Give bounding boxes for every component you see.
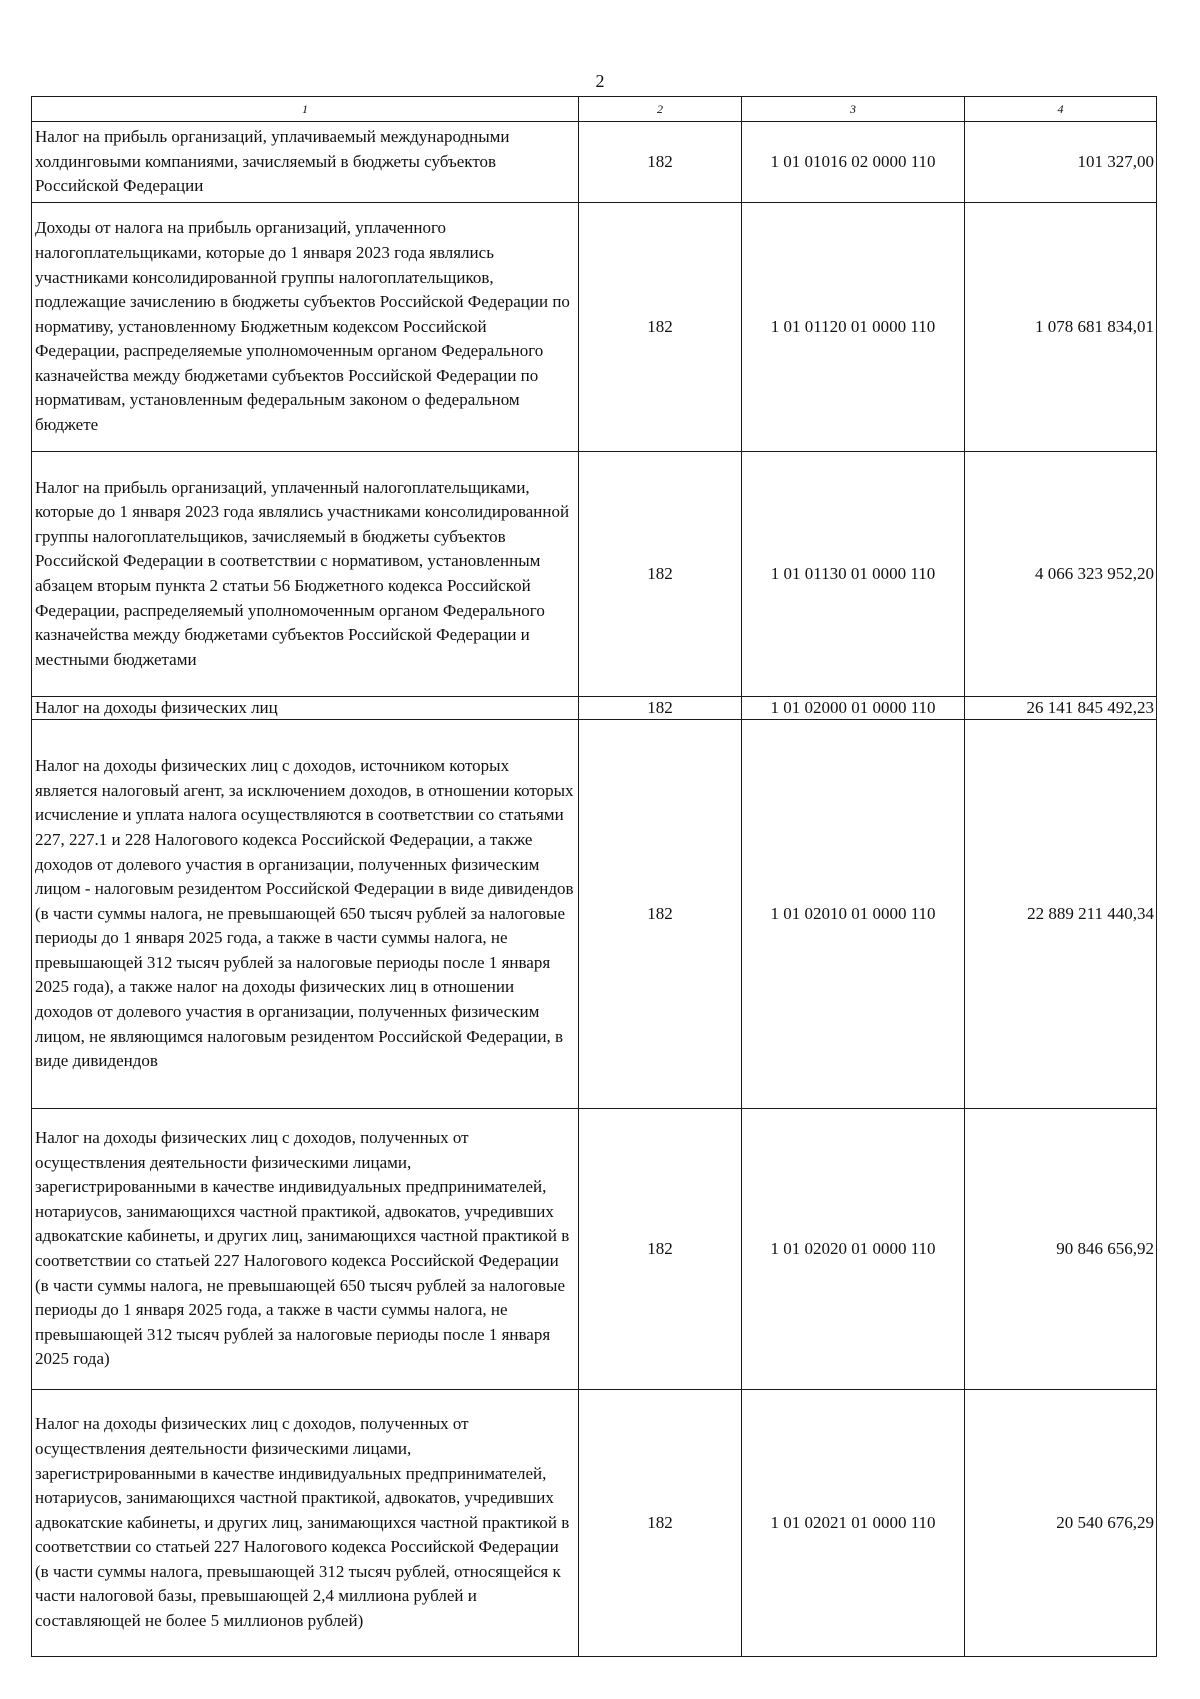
- administrator-code-cell: 182: [579, 1390, 742, 1657]
- column-number-1: 1: [32, 97, 579, 122]
- amount-cell: 101 327,00: [965, 122, 1157, 203]
- column-number-2: 2: [579, 97, 742, 122]
- administrator-code-cell: 182: [579, 452, 742, 697]
- administrator-code-cell: 182: [579, 122, 742, 203]
- budget-classification-code-cell: 1 01 02020 01 0000 110: [742, 1109, 965, 1390]
- income-name-cell: Доходы от налога на прибыль организаций, уплаченного налогоплательщиками, которые до 1 января 2023 года являлись участниками консолидированной группы налогоплательщиков, подлежащие зачислению в бюджеты субъектов Российской Федерации по нормативу, установленному Бюджетным кодексом Российской Федерации, распределяемые уполномоченным органом Федерального казначейства между бюджетами субъектов Российской Федерации по нормативам, установленным федеральным законом о федеральном бюджете: [32, 203, 579, 452]
- budget-classification-code-cell: 1 01 01016 02 0000 110: [742, 122, 965, 203]
- table-row: [32, 1109, 1157, 1390]
- income-name-cell: Налог на прибыль организаций, уплаченный налогоплательщиками, которые до 1 января 2023 года являлись участниками консолидированной группы налогоплательщиков, зачисляемый в бюджеты субъектов Российской Федерации в соответствии с нормативом, установленным абзацем вторым пункта 2 статьи 56 Бюджетного кодекса Российской Федерации, распределяемый уполномоченным органом Федерального казначейства между бюджетами субъектов Российской Федерации и местными бюджетами: [32, 452, 579, 697]
- column-number-row: [32, 97, 1157, 122]
- budget-classification-code-cell: 1 01 01120 01 0000 110: [742, 203, 965, 452]
- administrator-code-cell: 182: [579, 697, 742, 720]
- amount-cell: 22 889 211 440,34: [965, 720, 1157, 1109]
- administrator-code-cell: 182: [579, 720, 742, 1109]
- income-name-cell: Налог на доходы физических лиц с доходов, полученных от осуществления деятельности физическими лицами, зарегистрированными в качестве индивидуальных предпринимателей, нотариусов, занимающихся частной практикой, адвокатов, учредивших адвокатские кабинеты, и других лиц, занимающихся частной практикой в соответствии со статьей 227 Налогового кодекса Российской Федерации (в части суммы налога, не превышающей 650 тысяч рублей за налоговые периоды до 1 января 2025 года, а также в части суммы налога, не превышающей 312 тысяч рублей за налоговые периоды после 1 января 2025 года): [32, 1109, 579, 1390]
- amount-cell: 90 846 656,92: [965, 1109, 1157, 1390]
- column-number-3: 3: [742, 97, 965, 122]
- table-row: [32, 122, 1157, 203]
- administrator-code-cell: 182: [579, 1109, 742, 1390]
- budget-classification-code-cell: 1 01 02000 01 0000 110: [742, 697, 965, 720]
- amount-cell: 1 078 681 834,01: [965, 203, 1157, 452]
- income-name-cell: Налог на доходы физических лиц с доходов, полученных от осуществления деятельности физическими лицами, зарегистрированными в качестве индивидуальных предпринимателей, нотариусов, занимающихся частной практикой, адвокатов, учредивших адвокатские кабинеты, и других лиц, занимающихся частной практикой в соответствии со статьей 227 Налогового кодекса Российской Федерации (в части суммы налога, превышающей 312 тысяч рублей, относящейся к части налоговой базы, превышающей 2,4 миллиона рублей и составляющей не более 5 миллионов рублей): [32, 1390, 579, 1657]
- administrator-code-cell: 182: [579, 203, 742, 452]
- table-row: [32, 1390, 1157, 1657]
- table-row: [32, 697, 1157, 720]
- revenue-table: [31, 96, 1157, 1657]
- table-row: [32, 720, 1157, 1109]
- table-row: [32, 452, 1157, 697]
- page-number: 2: [595, 71, 605, 91]
- income-name-cell: Налог на доходы физических лиц: [32, 697, 579, 720]
- budget-classification-code-cell: 1 01 02010 01 0000 110: [742, 720, 965, 1109]
- income-name-cell: Налог на прибыль организаций, уплачиваемый международными холдинговыми компаниями, зачисляемый в бюджеты субъектов Российской Федерации: [32, 122, 579, 203]
- amount-cell: 4 066 323 952,20: [965, 452, 1157, 697]
- budget-classification-code-cell: 1 01 02021 01 0000 110: [742, 1390, 965, 1657]
- column-number-4: 4: [965, 97, 1157, 122]
- income-name-cell: Налог на доходы физических лиц с доходов, источником которых является налоговый агент, за исключением доходов, в отношении которых исчисление и уплата налога осуществляются в соответствии со статьями 227, 227.1 и 228 Налогового кодекса Российской Федерации, а также доходов от долевого участия в организации, полученных физическим лицом - налоговым резидентом Российской Федерации в виде дивидендов (в части суммы налога, не превышающей 650 тысяч рублей за налоговые периоды до 1 января 2025 года, а также в части суммы налога, не превышающей 312 тысяч рублей за налоговые периоды после 1 января 2025 года), а также налог на доходы физических лиц в отношении доходов от долевого участия в организации, полученных физическим лицом, не являющимся налоговым резидентом Российской Федерации, в виде дивидендов: [32, 720, 579, 1109]
- amount-cell: 20 540 676,29: [965, 1390, 1157, 1657]
- amount-cell: 26 141 845 492,23: [965, 697, 1157, 720]
- budget-classification-code-cell: 1 01 01130 01 0000 110: [742, 452, 965, 697]
- table-row: [32, 203, 1157, 452]
